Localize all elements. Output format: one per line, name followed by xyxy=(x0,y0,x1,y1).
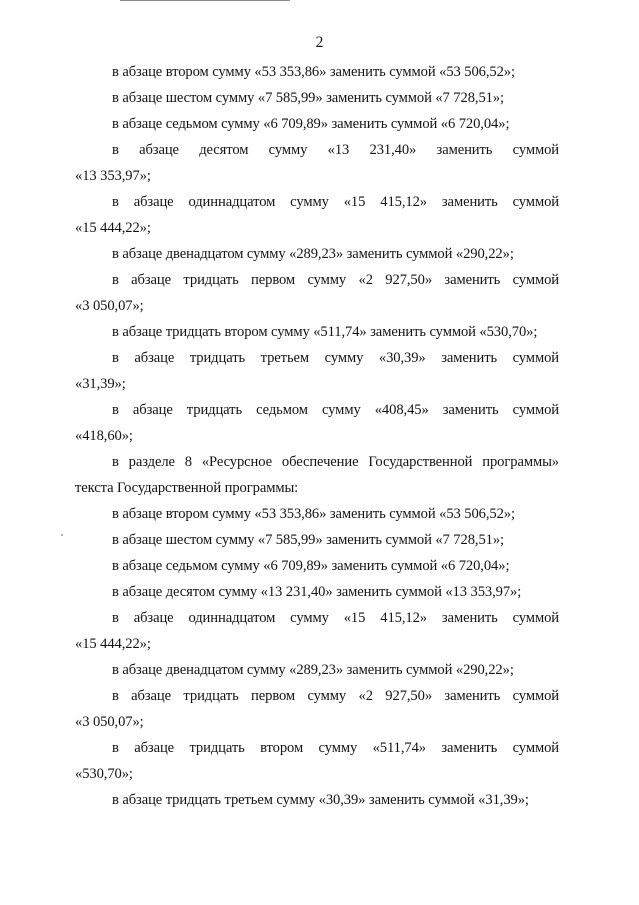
page-number: 2 xyxy=(315,34,324,51)
text-line: в абзаце тридцать третьем сумму «30,39» заменить суммой xyxy=(112,350,559,366)
text-line: в абзаце седьмом сумму «6 709,89» заменить суммой «6 720,04»; xyxy=(112,116,510,132)
text-line: в абзаце шестом сумму «7 585,99» заменить суммой «7 728,51»; xyxy=(112,90,504,106)
text-line: «15 444,22»; xyxy=(75,220,151,236)
text-line: текста Государственной программы: xyxy=(75,480,299,496)
text-line: «3 050,07»; xyxy=(75,714,144,730)
text-line: «3 050,07»; xyxy=(75,298,144,314)
text-line: в абзаце двенадцатом сумму «289,23» заменить суммой «290,22»; xyxy=(112,246,514,262)
text-line: в абзаце тридцать первом сумму «2 927,50» заменить суммой xyxy=(112,272,559,288)
text-line: в абзаце седьмом сумму «6 709,89» заменить суммой «6 720,04»; xyxy=(112,558,510,574)
text-line: в абзаце втором сумму «53 353,86» заменить суммой «53 506,52»; xyxy=(112,506,515,522)
text-line: «15 444,22»; xyxy=(75,636,151,652)
text-line: «31,39»; xyxy=(75,376,126,392)
text-line: в абзаце тридцать втором сумму «511,74» заменить суммой «530,70»; xyxy=(112,324,538,340)
text-line: в абзаце десятом сумму «13 231,40» заменить суммой xyxy=(112,142,559,158)
text-line: в абзаце десятом сумму «13 231,40» заменить суммой «13 353,97»; xyxy=(112,584,522,600)
text-line: в абзаце шестом сумму «7 585,99» заменить суммой «7 728,51»; xyxy=(112,532,504,548)
text-line: в абзаце одиннадцатом сумму «15 415,12» заменить суммой xyxy=(112,610,559,626)
text-line: «530,70»; xyxy=(75,766,133,782)
text-line: в абзаце тридцать втором сумму «511,74» заменить суммой xyxy=(112,740,559,756)
text-line: в абзаце тридцать третьем сумму «30,39» заменить суммой «31,39»; xyxy=(112,792,529,808)
text-line: в абзаце тридцать седьмом сумму «408,45» заменить суммой xyxy=(112,402,559,418)
scan-edge-mark xyxy=(120,0,290,1)
scan-speck xyxy=(61,534,63,536)
text-line: в абзаце двенадцатом сумму «289,23» заменить суммой «290,22»; xyxy=(112,662,514,678)
text-line: «13 353,97»; xyxy=(75,168,151,184)
text-line: в абзаце втором сумму «53 353,86» заменить суммой «53 506,52»; xyxy=(112,64,515,80)
text-line: в абзаце одиннадцатом сумму «15 415,12» заменить суммой xyxy=(112,194,559,210)
text-line: в абзаце тридцать первом сумму «2 927,50» заменить суммой xyxy=(112,688,559,704)
text-line: «418,60»; xyxy=(75,428,133,444)
text-line: в разделе 8 «Ресурсное обеспечение Государственной программы» xyxy=(112,454,559,470)
